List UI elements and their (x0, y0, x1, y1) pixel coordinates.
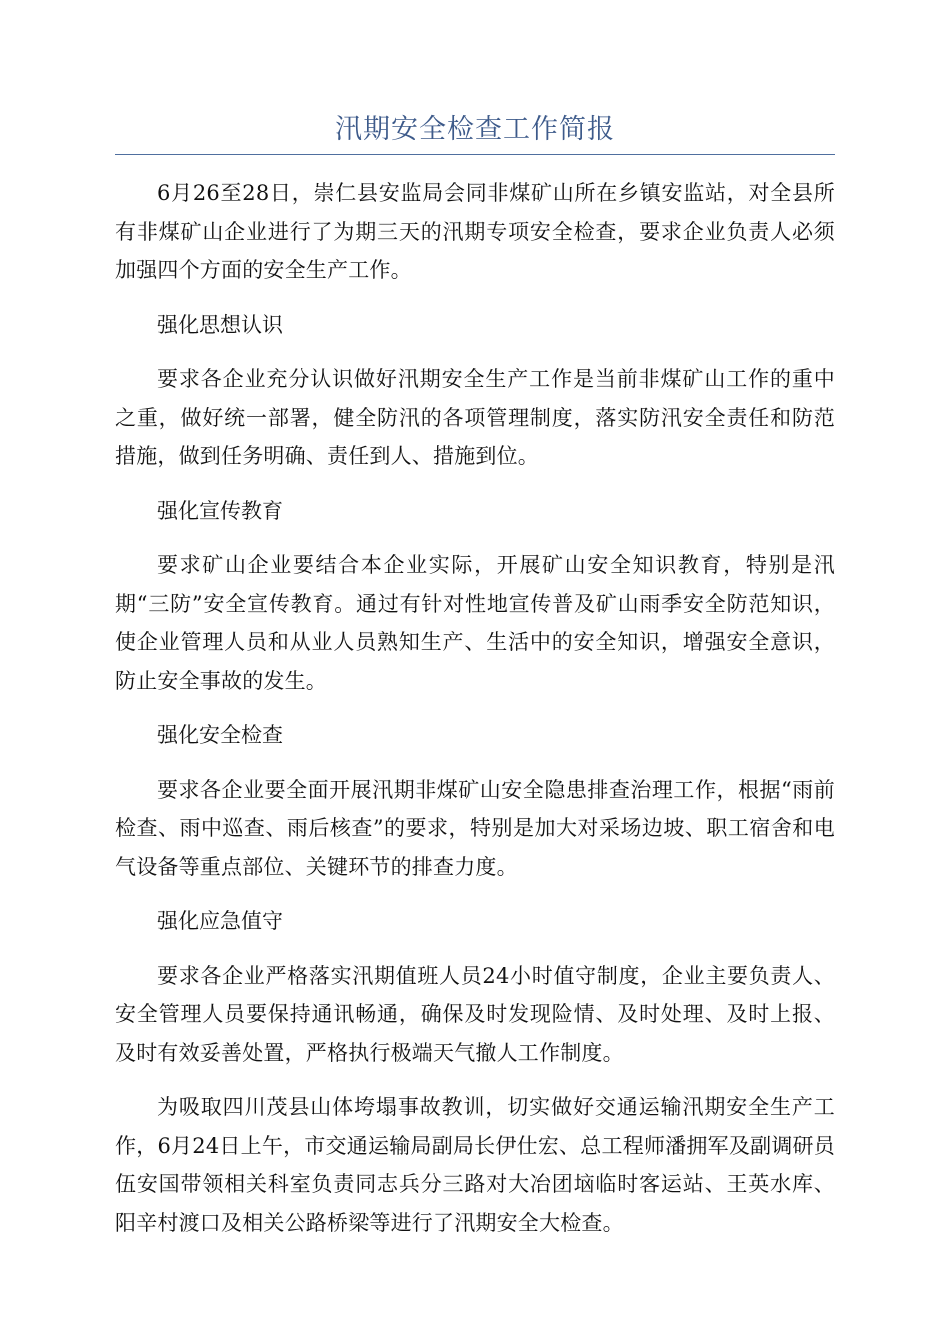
title-underline (115, 154, 835, 155)
closing-paragraph: 为吸取四川茂县山体垮塌事故教训，切实做好交通运输汛期安全生产工作，6月24日上午，市交通运输局副局长伊仕宏、总工程师潘拥军及副调研员伍安国带领相关科室负责同志兵分三路对大冶团垴临时客运站、王英水库、阳辛村渡口及相关公路桥梁等进行了汛期安全大检查。 (115, 1095, 835, 1235)
section-heading-inspection: 强化安全检查 (157, 723, 283, 747)
section-paragraph-emergency: 要求各企业严格落实汛期值班人员24小时值守制度，企业主要负责人、安全管理人员要保持通讯畅通，确保及时发现险情、及时处理、及时上报、及时有效妥善处置，严格执行极端天气撤人工作制度。 (115, 963, 835, 1065)
document-body (115, 174, 835, 1258)
document-title: 汛期安全检查工作简报 (335, 114, 615, 145)
intro-paragraph: 6月26至28日，崇仁县安监局会同非煤矿山所在乡镇安监站，对全县所有非煤矿山企业进行了为期三天的汛期专项安全检查，要求企业负责人必须加强四个方面的安全生产工作。 (115, 181, 835, 282)
section-paragraph-education: 要求矿山企业要结合本企业实际，开展矿山安全知识教育，特别是汛期“三防”安全宣传教育。通过有针对性地宣传普及矿山雨季安全防范知识，使企业管理人员和从业人员熟知生产、生活中的安全知识，增强安全意识，防止安全事故的发生。 (115, 553, 835, 693)
section-paragraph-inspection: 要求各企业要全面开展汛期非煤矿山安全隐患排查治理工作，根据“雨前检查、雨中巡查、雨后核查”的要求，特别是加大对采场边坡、职工宿舍和电气设备等重点部位、关键环节的排查力度。 (115, 777, 835, 879)
section-heading-education: 强化宣传教育 (157, 498, 283, 523)
section-heading-thought: 强化思想认识 (157, 312, 283, 337)
section-heading-emergency: 强化应急值守 (157, 909, 283, 933)
section-paragraph-thought: 要求各企业充分认识做好汛期安全生产工作是当前非煤矿山工作的重中之重，做好统一部署，健全防汛的各项管理制度，落实防汛安全责任和防范措施，做到任务明确、责任到人、措施到位。 (115, 367, 835, 468)
